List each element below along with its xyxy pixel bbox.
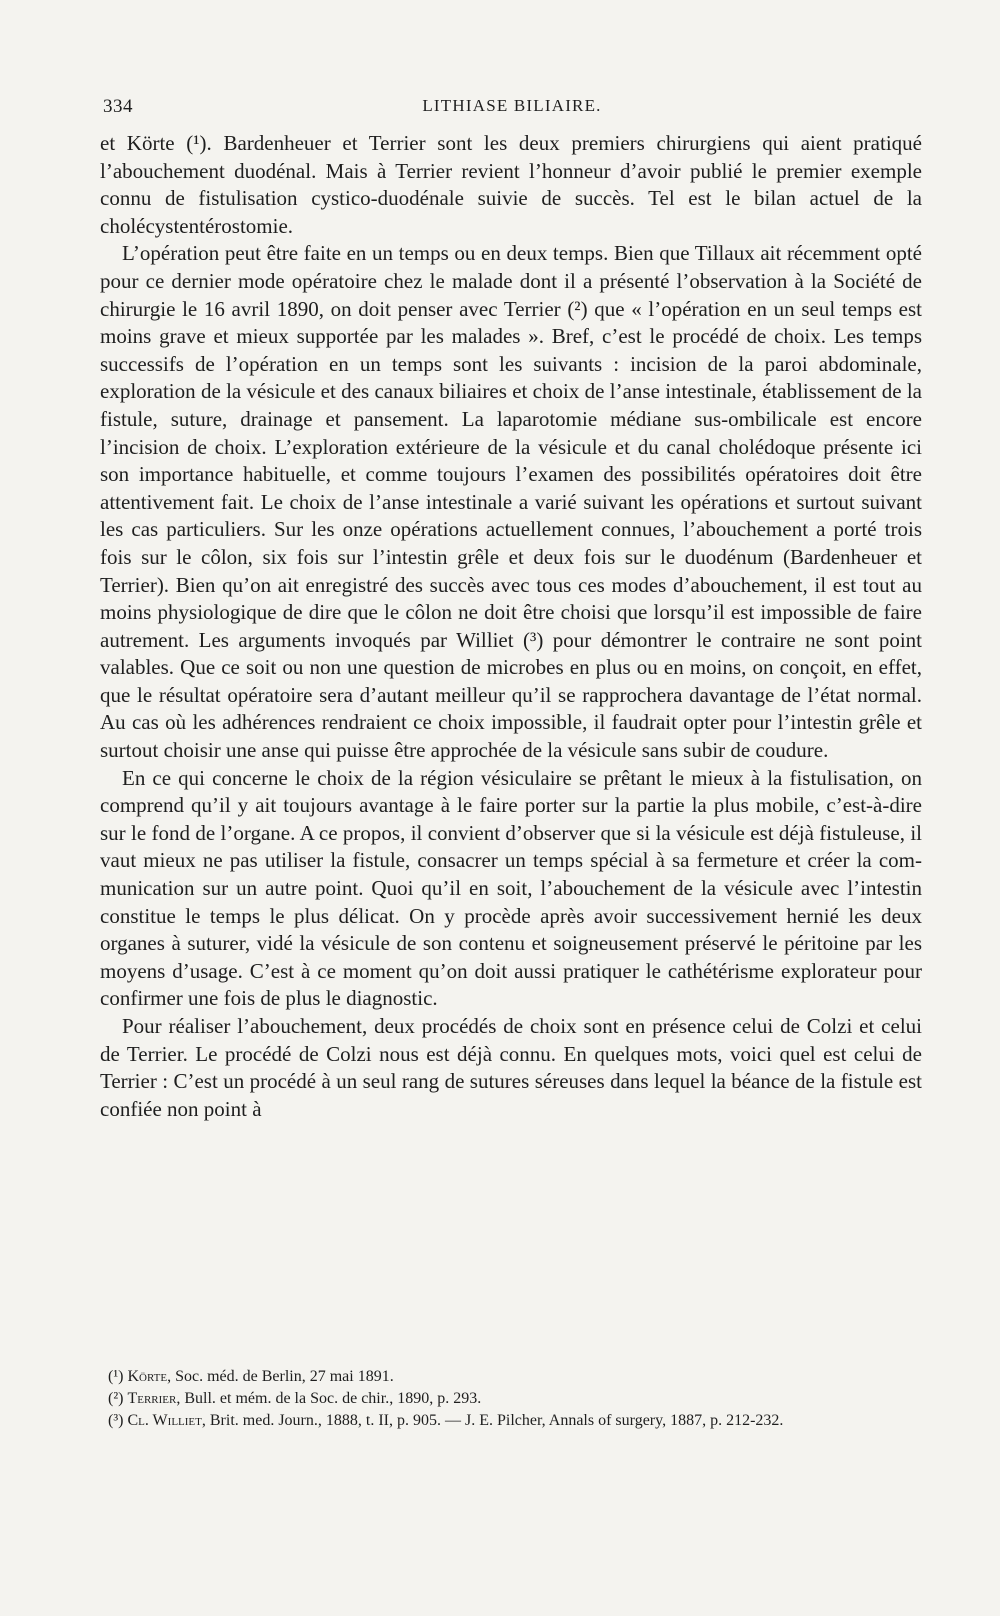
paragraph-3: En ce qui concerne le choix de la région vésiculaire se prêtant le mieux à la fistulisation, on comprend qu’il y ait toujours avantage à le faire porter sur la partie la plus mobile, c’est-à-dire sur le fond de l’organe. A ce propos, il convient d’observer que si la vésicule est déjà fistuleuse, il vaut mieux ne pas utiliser la fistule, consacrer un temps spécial à sa fermeture et créer la communication sur un autre point. Quoi qu’il en soit, l’abouchement de la vésicule avec l’intestin constitue le temps le plus délicat. On y procède après avoir successivement hernié les deux organes à suturer, vidé la vésicule de son contenu et soigneusement préservé le péritoine par les moyens d’usage. C’est à ce moment qu’on doit aussi pratiquer le cathétérisme explorateur pour confirmer une fois de plus le diagnostic. bbox=[100, 765, 922, 1011]
page-header bbox=[103, 96, 921, 130]
running-title: LITHIASE BILIAIRE. bbox=[422, 96, 602, 115]
paragraph-1: et Körte (¹). Bardenheuer et Terrier sont les deux premiers chirurgiens qui aient pratiqué l’abouchement duodénal. Mais à Terrier revient l’honneur d’avoir publié le premier exemple connu de fistulisation cystico-duodénale suivie de succès. Tel est le bilan actuel de la cholécystentérostomie. bbox=[100, 131, 922, 238]
body-text bbox=[100, 130, 922, 1123]
footnote-text: , Soc. méd. de Berlin, 27 mai 1891. bbox=[167, 1368, 394, 1385]
paragraph-4: Pour réaliser l’abouchement, deux procédés de choix sont en présence celui de Colzi et celui de Terrier. Le procédé de Colzi nous est déjà connu. En quelques mots, voici quel est celui de Terrier : C’est un procédé à un seul rang de sutures séreuses dans lequel la béance de la fistule est confiée non point à bbox=[100, 1014, 922, 1121]
footnote-author: Körte bbox=[127, 1368, 168, 1385]
page-number: 334 bbox=[103, 96, 133, 117]
footnote-mark: (³) bbox=[108, 1412, 124, 1429]
footnote-1 bbox=[100, 1366, 922, 1388]
footnote-mark: (²) bbox=[108, 1390, 124, 1407]
footnote-mark: (¹) bbox=[108, 1368, 124, 1385]
footnote-text: , Brit. med. Journ., 1888, t. II, p. 905. — J. E. Pilcher, Annals of surgery, 1887, p. 212-232. bbox=[201, 1412, 784, 1429]
footnote-author: Cl. Williet bbox=[127, 1412, 202, 1429]
footnote-author: Terrier bbox=[127, 1390, 177, 1407]
paragraph-2: L’opération peut être faite en un temps ou en deux temps. Bien que Tillaux ait récemment opté pour ce dernier mode opératoire chez le malade dont il a présenté l’observation à la Société de chirurgie le 16 avril 1890, on doit penser avec Terrier (²) que « l’opération en un seul temps est moins grave et mieux supportée par les malades ». Bref, c’est le procédé de choix. Les temps successifs de l’opération en un temps sont les suivants : incision de la paroi abdominale, exploration de la vésicule et des canaux biliaires et choix de l’anse intestinale, établissement de la fistule, suture, drainage et pansement. La laparotomie médiane sus-ombilicale est encore l’incision de choix. L’exploration extérieure de la vésicule et du canal cholédoque présente ici son importance habituelle, et comme toujours l’examen des possibilités opératoires doit être attentivement fait. Le choix de l’anse intestinale a varié suivant les opérations et surtout suivant les cas particuliers. Sur les onze opérations actuellement connues, l’abouchement a porté trois fois sur le côlon, six fois sur l’intestin grêle et deux fois sur le duodénum (Bardenheuer et Terrier). Bien qu’on ait enregistré des succès avec tous ces modes d’abouchement, il est tout au moins physiologique de dire que le côlon ne doit être choisi que lorsqu’il est impossible de faire autrement. Les arguments invoqués par Williet (³) pour démontrer le contraire ne sont point valables. Que ce soit ou non une question de microbes en plus ou en moins, on conçoit, en effet, que le résultat opératoire sera d’autant meilleur qu’il se rapprochera davantage de l’état normal. Au cas où les adhérences rendraient ce choix impossible, il faudrait opter pour l’intestin grêle et surtout choisir une anse qui puisse être approchée de la vésicule sans subir de coudure. bbox=[100, 241, 922, 763]
footnote-text: , Bull. et mém. de la Soc. de chir., 1890, p. 293. bbox=[176, 1390, 482, 1407]
footnote-2 bbox=[100, 1388, 922, 1410]
footnote-3 bbox=[100, 1410, 922, 1432]
footnotes bbox=[100, 1366, 922, 1432]
